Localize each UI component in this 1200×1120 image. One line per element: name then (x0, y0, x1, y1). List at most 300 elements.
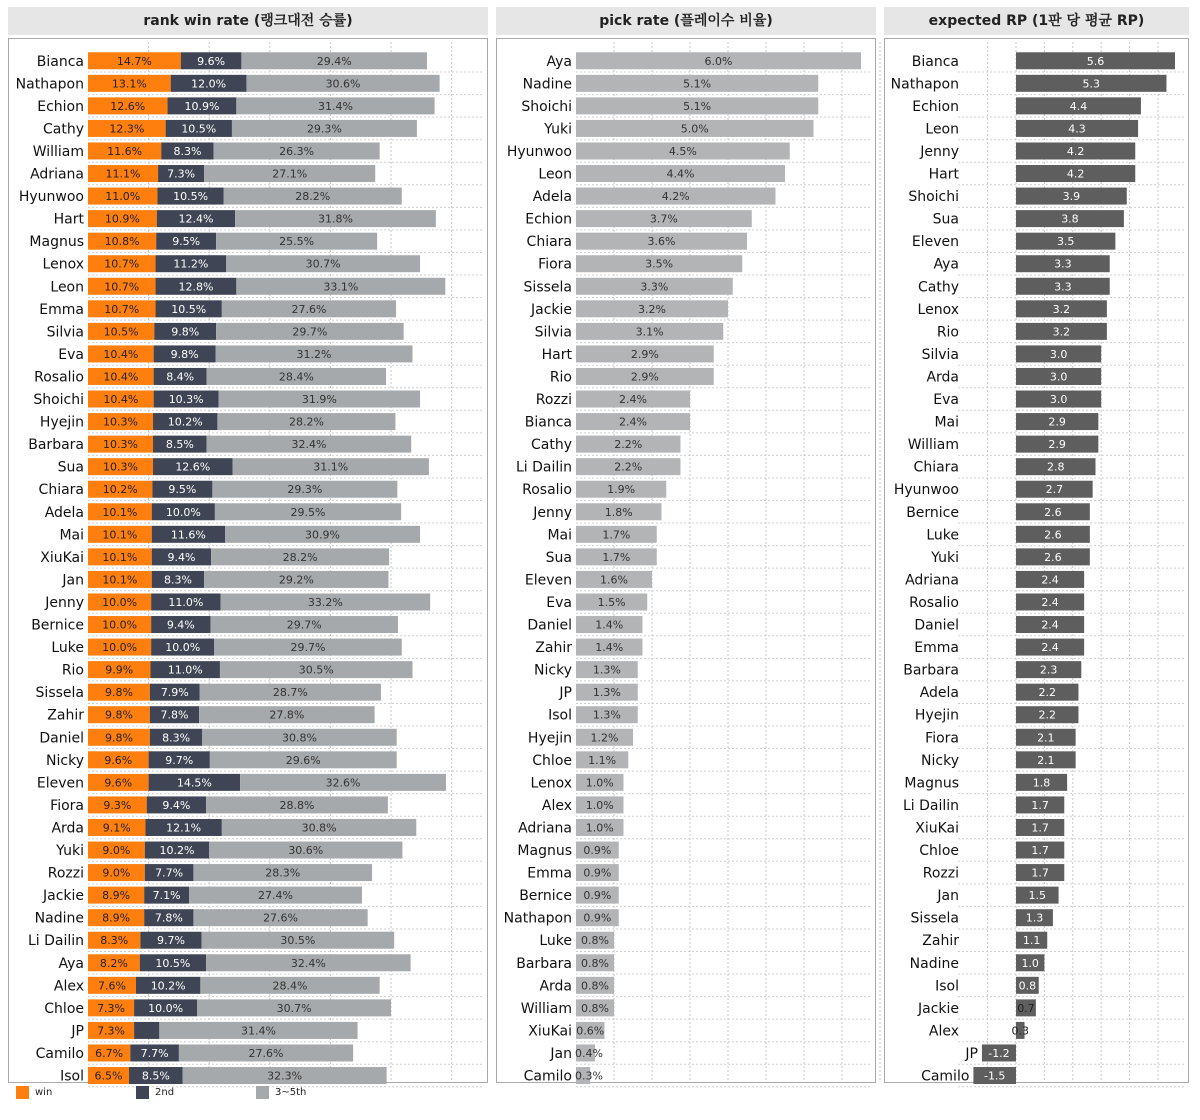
data-label-win-william: 11.6% (107, 144, 143, 158)
data-label-pick-shoichi: 5.1% (683, 99, 712, 113)
category-label-jan: Jan (62, 572, 84, 589)
category-label-sissela: Sissela (35, 685, 84, 702)
data-label-2nd-nicky: 9.7% (165, 753, 194, 767)
category-label-arda: Arda (51, 820, 84, 837)
data-label-pick-rozzi: 2.4% (619, 393, 647, 407)
data-label-2nd-adriana: 7.3% (167, 167, 196, 181)
data-label-2nd-isol: 8.5% (141, 1069, 170, 1083)
data-label-pick-adela: 4.2% (661, 190, 690, 204)
data-label-3-5th-rozzi: 28.3% (265, 866, 301, 880)
category-label-jackie: Jackie (917, 1000, 959, 1017)
category-label-hyejin: Hyejin (914, 707, 959, 724)
data-label-2nd-emma: 10.5% (171, 302, 207, 316)
data-label-win-nicky: 9.6% (104, 753, 133, 767)
data-label-2nd-hyejin: 10.2% (167, 415, 203, 429)
data-label-pick-jp: 1.3% (592, 686, 621, 700)
category-label-aya: Aya (546, 53, 572, 70)
data-label-win-daniel: 9.8% (104, 731, 133, 745)
data-label-pick-sua: 1.7% (602, 550, 631, 564)
category-label-daniel: Daniel (527, 617, 572, 634)
data-label-rp-hyunwoo: 2.7 (1045, 483, 1064, 497)
data-label-rp-jan: 1.5 (1028, 889, 1047, 903)
category-label-leon: Leon (50, 279, 84, 296)
data-label-rp-silvia: 3.0 (1049, 347, 1068, 361)
category-label-magnus: Magnus (29, 234, 84, 251)
data-label-2nd-leon: 12.8% (178, 280, 214, 294)
data-label-rp-xiukai: 1.7 (1031, 821, 1049, 835)
data-label-2nd-yuki: 10.2% (159, 844, 195, 858)
data-label-3-5th-arda: 30.8% (301, 821, 337, 835)
category-label-emma: Emma (39, 301, 84, 318)
data-label-rp-shoichi: 3.9 (1062, 190, 1081, 204)
data-label-2nd-li-dailin: 9.7% (157, 934, 185, 948)
data-label-pick-chiara: 3.6% (647, 235, 676, 249)
data-label-2nd-alex: 10.2% (150, 979, 186, 993)
category-label-yuki: Yuki (931, 549, 959, 566)
data-label-2nd-chloe: 10.0% (148, 1001, 184, 1015)
data-label-3-5th-jackie: 27.4% (258, 889, 293, 903)
data-label-rp-leon: 4.3 (1068, 122, 1086, 136)
data-label-pick-bernice: 0.9% (583, 889, 612, 903)
category-label-fiora: Fiora (50, 797, 84, 814)
category-label-sua: Sua (932, 211, 959, 228)
data-label-win-hyejin: 10.3% (103, 415, 138, 429)
category-label-silvia: Silvia (534, 324, 572, 341)
category-label-hyejin: Hyejin (39, 414, 84, 431)
category-label-fiora: Fiora (538, 256, 572, 273)
data-label-pick-sissela: 3.3% (640, 280, 669, 294)
data-label-3-5th-sissela: 28.7% (272, 686, 308, 700)
category-label-silvia: Silvia (46, 324, 84, 341)
data-label-rp-rozzi: 1.7 (1031, 866, 1049, 880)
category-label-rosalio: Rosalio (522, 482, 572, 499)
data-label-2nd-magnus: 9.5% (172, 235, 201, 249)
chart-title-expected-rp: expected RP (1판 당 평균 RP) (884, 7, 1189, 35)
data-label-3-5th-hyejin: 28.2% (288, 415, 324, 429)
data-label-win-nathapon: 13.1% (111, 77, 147, 91)
data-label-2nd-zahir: 7.8% (160, 708, 189, 722)
category-label-rio: Rio (549, 369, 572, 386)
category-label-william: William (32, 143, 84, 160)
data-label-rp-rosalio: 2.4 (1041, 595, 1059, 609)
bar-2nd-jp (134, 1022, 159, 1039)
data-label-3-5th-sua: 31.1% (313, 460, 349, 474)
data-label-rp-chiara: 2.8 (1047, 460, 1065, 474)
category-label-nicky: Nicky (46, 752, 84, 769)
category-label-mai: Mai (934, 414, 959, 431)
data-label-win-adela: 10.1% (102, 505, 138, 519)
category-label-barbara: Barbara (28, 437, 84, 454)
data-label-2nd-sissela: 7.9% (160, 686, 189, 700)
category-label-jackie: Jackie (530, 301, 572, 318)
data-label-2nd-william: 8.3% (173, 144, 202, 158)
category-label-bernice: Bernice (906, 504, 959, 521)
category-label-rosalio: Rosalio (909, 594, 959, 611)
data-label-pick-cathy: 2.2% (614, 438, 643, 452)
data-label-pick-nadine: 5.1% (683, 77, 712, 91)
category-label-adela: Adela (532, 189, 572, 206)
data-label-win-silvia: 10.5% (103, 325, 139, 339)
data-label-pick-nicky: 1.3% (592, 663, 621, 677)
category-label-magnus: Magnus (517, 843, 572, 860)
category-label-emma: Emma (527, 865, 572, 882)
data-label-2nd-xiukai: 9.4% (167, 550, 196, 564)
data-label-win-mai: 10.1% (102, 528, 138, 542)
data-label-pick-hart: 2.9% (630, 347, 659, 361)
data-label-3-5th-li-dailin: 30.5% (280, 934, 316, 948)
data-label-win-yuki: 9.0% (102, 844, 131, 858)
category-label-nadine: Nadine (34, 910, 84, 927)
data-label-3-5th-eva: 31.2% (296, 347, 332, 361)
data-label-pick-barbara: 0.8% (581, 956, 609, 970)
data-label-win-shoichi: 10.4% (103, 393, 139, 407)
category-label-sissela: Sissela (523, 279, 572, 296)
data-label-win-adriana: 11.1% (105, 167, 141, 181)
category-label-chiara: Chiara (913, 459, 959, 476)
category-label-zahir: Zahir (922, 933, 959, 950)
data-label-2nd-silvia: 9.8% (171, 325, 200, 339)
chart-title-pick-rate: pick rate (플레이수 비율) (496, 7, 876, 35)
data-label-3-5th-nathapon: 30.6% (325, 77, 361, 91)
data-label-win-echion: 12.6% (110, 99, 146, 113)
category-label-shoichi: Shoichi (908, 189, 959, 206)
data-label-rp-hyejin: 2.2 (1038, 708, 1056, 722)
data-label-pick-li-dailin: 2.2% (614, 460, 643, 474)
legend-swatch-2nd (136, 1086, 149, 1099)
category-label-camilo: Camilo (523, 1068, 572, 1085)
category-label-hyunwoo: Hyunwoo (18, 189, 84, 206)
data-label-2nd-hart: 12.4% (178, 212, 214, 226)
pick-rate-chart (496, 7, 876, 1087)
data-label-pick-echion: 3.7% (649, 212, 678, 226)
data-label-3-5th-barbara: 32.4% (291, 438, 327, 452)
data-label-pick-eleven: 1.6% (600, 573, 628, 587)
category-label-emma: Emma (914, 640, 959, 657)
category-label-leon: Leon (925, 121, 959, 138)
data-label-2nd-rozzi: 7.7% (155, 866, 184, 880)
data-label-2nd-bernice: 9.4% (166, 618, 195, 632)
data-label-win-jenny: 10.0% (102, 595, 138, 609)
data-label-3-5th-luke: 29.7% (290, 641, 326, 655)
data-label-pick-leon: 4.4% (666, 167, 695, 181)
data-label-3-5th-echion: 31.4% (317, 99, 353, 113)
data-label-2nd-nadine: 7.8% (154, 911, 183, 925)
data-label-3-5th-xiukai: 28.2% (282, 550, 318, 564)
category-label-shoichi: Shoichi (521, 98, 572, 115)
data-label-pick-hyejin: 1.2% (590, 731, 619, 745)
category-label-rio: Rio (61, 662, 84, 679)
data-label-2nd-eleven: 14.5% (176, 776, 212, 790)
category-label-isol: Isol (935, 978, 959, 995)
data-label-2nd-rio: 11.0% (167, 663, 203, 677)
data-label-win-jan: 10.1% (102, 573, 138, 587)
category-label-leon: Leon (538, 166, 572, 183)
data-label-2nd-lenox: 11.2% (173, 257, 209, 271)
data-label-2nd-nathapon: 12.0% (191, 77, 227, 91)
category-label-eva: Eva (58, 346, 84, 363)
data-label-rp-magnus: 1.8 (1032, 776, 1051, 790)
category-label-luke: Luke (926, 527, 959, 544)
category-label-nathapon: Nathapon (503, 910, 572, 927)
data-label-win-zahir: 9.8% (104, 708, 133, 722)
data-label-win-hart: 10.9% (104, 212, 140, 226)
data-label-2nd-hyunwoo: 10.5% (173, 190, 209, 204)
data-label-win-isol: 6.5% (94, 1069, 123, 1083)
data-label-win-luke: 10.0% (102, 641, 138, 655)
data-label-rp-mai: 2.9 (1048, 415, 1066, 429)
category-label-mai: Mai (59, 527, 84, 544)
data-label-rp-sua: 3.8 (1061, 212, 1079, 226)
category-label-chiara: Chiara (38, 482, 84, 499)
data-label-rp-eleven: 3.5 (1056, 235, 1075, 249)
data-label-pick-rio: 2.9% (630, 370, 659, 384)
category-label-rozzi: Rozzi (47, 865, 84, 882)
data-label-win-rozzi: 9.0% (102, 866, 131, 880)
data-label-rp-alex: 0.3 (1011, 1024, 1030, 1038)
data-label-win-rosalio: 10.4% (103, 370, 139, 384)
category-label-jan: Jan (550, 1045, 572, 1062)
category-label-li-dailin: Li Dailin (27, 933, 84, 950)
data-label-rp-cathy: 3.3 (1054, 280, 1072, 294)
category-label-alex: Alex (928, 1023, 959, 1040)
data-label-2nd-rosalio: 8.4% (166, 370, 195, 384)
category-label-adela: Adela (919, 685, 959, 702)
category-label-eleven: Eleven (36, 775, 84, 792)
data-label-3-5th-rio: 30.5% (298, 663, 334, 677)
category-label-nathapon: Nathapon (15, 76, 84, 93)
data-label-rp-yuki: 2.6 (1044, 550, 1062, 564)
data-label-2nd-echion: 10.9% (184, 99, 220, 113)
data-label-2nd-fiora: 9.4% (162, 798, 191, 812)
data-label-win-fiora: 9.3% (103, 798, 132, 812)
data-label-rp-eva: 3.0 (1049, 393, 1068, 407)
data-label-win-camilo: 6.7% (95, 1046, 124, 1060)
category-label-shoichi: Shoichi (33, 392, 84, 409)
category-label-li-dailin: Li Dailin (902, 797, 959, 814)
category-label-echion: Echion (912, 98, 959, 115)
category-label-jp: JP (965, 1045, 978, 1062)
data-label-win-eva: 10.4% (103, 347, 139, 361)
data-label-pick-jan: 0.4% (575, 1046, 603, 1060)
data-label-win-jp: 7.3% (97, 1024, 126, 1038)
data-label-win-magnus: 10.8% (104, 235, 140, 249)
data-label-2nd-sua: 12.6% (175, 460, 211, 474)
legend-label-3-5th: 3~5th (275, 1087, 307, 1098)
data-label-rp-fiora: 2.1 (1037, 731, 1055, 745)
category-label-daniel: Daniel (39, 730, 84, 747)
data-label-win-sua: 10.3% (103, 460, 138, 474)
data-label-rp-nadine: 1.0 (1021, 956, 1039, 970)
category-label-jp: JP (559, 685, 572, 702)
data-label-win-lenox: 10.7% (104, 257, 140, 271)
data-label-pick-isol: 1.3% (592, 708, 621, 722)
category-label-hyejin: Hyejin (527, 730, 572, 747)
data-label-2nd-daniel: 8.3% (162, 731, 191, 745)
data-label-3-5th-hyunwoo: 28.2% (295, 190, 331, 204)
data-label-3-5th-magnus: 25.5% (279, 235, 315, 249)
data-label-win-bernice: 10.0% (102, 618, 138, 632)
data-label-2nd-luke: 10.0% (165, 641, 201, 655)
data-label-2nd-camilo: 7.7% (140, 1046, 169, 1060)
category-label-xiukai: XiuKai (915, 820, 959, 837)
data-label-pick-jackie: 3.2% (638, 302, 666, 316)
data-label-rp-hart: 4.2 (1066, 167, 1085, 181)
data-label-3-5th-adriana: 27.1% (272, 167, 308, 181)
legend-2nd (136, 1086, 174, 1099)
category-label-luke: Luke (51, 640, 84, 657)
data-label-3-5th-camilo: 27.6% (248, 1046, 284, 1060)
data-label-win-sissela: 9.8% (104, 686, 133, 700)
category-label-rozzi: Rozzi (922, 865, 959, 882)
data-label-win-hyunwoo: 11.0% (105, 190, 141, 204)
data-label-rp-jenny: 4.2 (1066, 144, 1085, 158)
category-label-isol: Isol (60, 1068, 84, 1085)
category-label-chloe: Chloe (919, 843, 959, 860)
category-label-yuki: Yuki (56, 843, 84, 860)
category-label-adriana: Adriana (30, 166, 84, 183)
category-label-sua: Sua (545, 549, 572, 566)
category-label-camilo: Camilo (921, 1068, 970, 1085)
legend-3-5th (256, 1086, 306, 1099)
category-label-mai: Mai (547, 527, 572, 544)
category-label-hart: Hart (541, 346, 572, 363)
data-label-win-eleven: 9.6% (104, 776, 133, 790)
data-label-pick-adriana: 1.0% (585, 821, 614, 835)
category-label-lenox: Lenox (530, 775, 572, 792)
category-label-eleven: Eleven (524, 572, 572, 589)
data-label-rp-nicky: 2.1 (1037, 753, 1055, 767)
data-label-pick-emma: 0.9% (583, 866, 612, 880)
data-label-pick-lenox: 1.0% (585, 776, 614, 790)
data-label-pick-zahir: 1.4% (595, 641, 624, 655)
legend-label-2nd: 2nd (155, 1087, 175, 1098)
data-label-pick-chloe: 1.1% (588, 753, 617, 767)
category-label-alex: Alex (541, 797, 572, 814)
category-label-eleven: Eleven (911, 234, 959, 251)
data-label-win-barbara: 10.3% (103, 438, 138, 452)
data-label-win-emma: 10.7% (104, 302, 140, 316)
data-label-3-5th-isol: 32.3% (267, 1069, 303, 1083)
category-label-jenny: Jenny (920, 143, 959, 160)
category-label-nicky: Nicky (921, 752, 959, 769)
data-label-pick-eva: 1.5% (597, 595, 626, 609)
category-label-aya: Aya (933, 256, 959, 273)
category-label-lenox: Lenox (917, 301, 959, 318)
data-label-3-5th-chloe: 30.7% (276, 1001, 312, 1015)
data-label-rp-adriana: 2.4 (1041, 573, 1059, 587)
category-label-barbara: Barbara (903, 662, 959, 679)
data-label-2nd-jackie: 7.1% (152, 889, 181, 903)
chart-title-win-rate: rank win rate (랭크대전 승률) (8, 7, 488, 35)
category-label-zahir: Zahir (47, 707, 84, 724)
category-label-cathy: Cathy (917, 279, 959, 296)
data-label-pick-alex: 1.0% (585, 798, 614, 812)
category-label-hart: Hart (53, 211, 84, 228)
data-label-win-aya: 8.2% (99, 956, 128, 970)
category-label-nicky: Nicky (534, 662, 572, 679)
data-label-win-chloe: 7.3% (97, 1001, 126, 1015)
data-label-pick-daniel: 1.4% (595, 618, 624, 632)
category-label-rio: Rio (936, 324, 959, 341)
category-label-william: William (520, 1000, 572, 1017)
data-label-2nd-barbara: 8.5% (165, 438, 194, 452)
data-label-pick-yuki: 5.0% (680, 122, 709, 136)
data-label-pick-fiora: 3.5% (645, 257, 674, 271)
data-label-2nd-mai: 11.6% (170, 528, 206, 542)
data-label-rp-isol: 0.8 (1018, 979, 1037, 993)
data-label-rp-rio: 3.2 (1052, 325, 1071, 339)
data-label-rp-zahir: 1.1 (1022, 934, 1041, 948)
category-label-hart: Hart (928, 166, 959, 183)
data-label-pick-william: 0.8% (581, 1001, 609, 1015)
data-label-rp-chloe: 1.7 (1031, 844, 1049, 858)
category-label-jan: Jan (937, 888, 959, 905)
data-label-win-jackie: 8.9% (102, 889, 131, 903)
data-label-pick-bianca: 2.4% (619, 415, 647, 429)
category-label-cathy: Cathy (42, 121, 84, 138)
category-label-bianca: Bianca (36, 53, 84, 70)
data-label-3-5th-william: 26.3% (279, 144, 315, 158)
data-label-rp-sissela: 1.3 (1025, 911, 1044, 925)
data-label-win-li-dailin: 8.3% (100, 934, 129, 948)
data-label-rp-daniel: 2.4 (1041, 618, 1059, 632)
category-label-chloe: Chloe (532, 752, 572, 769)
data-label-3-5th-silvia: 29.7% (292, 325, 328, 339)
data-label-2nd-aya: 10.5% (155, 956, 191, 970)
category-label-bianca: Bianca (911, 53, 959, 70)
category-label-hyunwoo: Hyunwoo (893, 482, 959, 499)
category-label-cathy: Cathy (530, 437, 572, 454)
data-label-3-5th-daniel: 30.8% (282, 731, 317, 745)
data-label-3-5th-eleven: 32.6% (325, 776, 361, 790)
data-label-3-5th-fiora: 28.8% (279, 798, 315, 812)
data-label-2nd-adela: 10.0% (165, 505, 201, 519)
category-label-sissela: Sissela (910, 910, 959, 927)
category-label-arda: Arda (539, 978, 572, 995)
data-label-rp-emma: 2.4 (1041, 641, 1059, 655)
data-label-3-5th-chiara: 29.3% (287, 483, 323, 497)
category-label-william: William (907, 437, 959, 454)
data-label-3-5th-mai: 30.9% (305, 528, 341, 542)
category-label-xiukai: XiuKai (528, 1023, 572, 1040)
category-label-silvia: Silvia (921, 346, 959, 363)
data-label-3-5th-lenox: 30.7% (305, 257, 341, 271)
category-label-barbara: Barbara (516, 955, 572, 972)
category-label-eva: Eva (933, 392, 959, 409)
category-label-lenox: Lenox (42, 256, 84, 273)
legend-win (16, 1086, 52, 1099)
data-label-rp-aya: 3.3 (1054, 257, 1072, 271)
data-label-2nd-cathy: 10.5% (181, 122, 217, 136)
category-label-arda: Arda (926, 369, 959, 386)
category-label-eva: Eva (546, 594, 572, 611)
data-label-pick-mai: 1.7% (602, 528, 631, 542)
category-label-adriana: Adriana (518, 820, 572, 837)
data-label-3-5th-nadine: 27.6% (263, 911, 299, 925)
data-label-rp-lenox: 3.2 (1052, 302, 1071, 316)
data-label-win-rio: 9.9% (105, 663, 134, 677)
category-label-alex: Alex (53, 978, 84, 995)
category-label-yuki: Yuki (544, 121, 572, 138)
legend-label-win: win (35, 1087, 53, 1098)
data-label-win-xiukai: 10.1% (102, 550, 138, 564)
data-label-3-5th-yuki: 30.6% (288, 844, 324, 858)
category-label-jackie: Jackie (42, 888, 84, 905)
data-label-pick-rosalio: 1.9% (607, 483, 636, 497)
data-label-win-bianca: 14.7% (116, 54, 152, 68)
data-label-rp-luke: 2.6 (1044, 528, 1062, 542)
data-label-3-5th-jp: 31.4% (240, 1024, 276, 1038)
